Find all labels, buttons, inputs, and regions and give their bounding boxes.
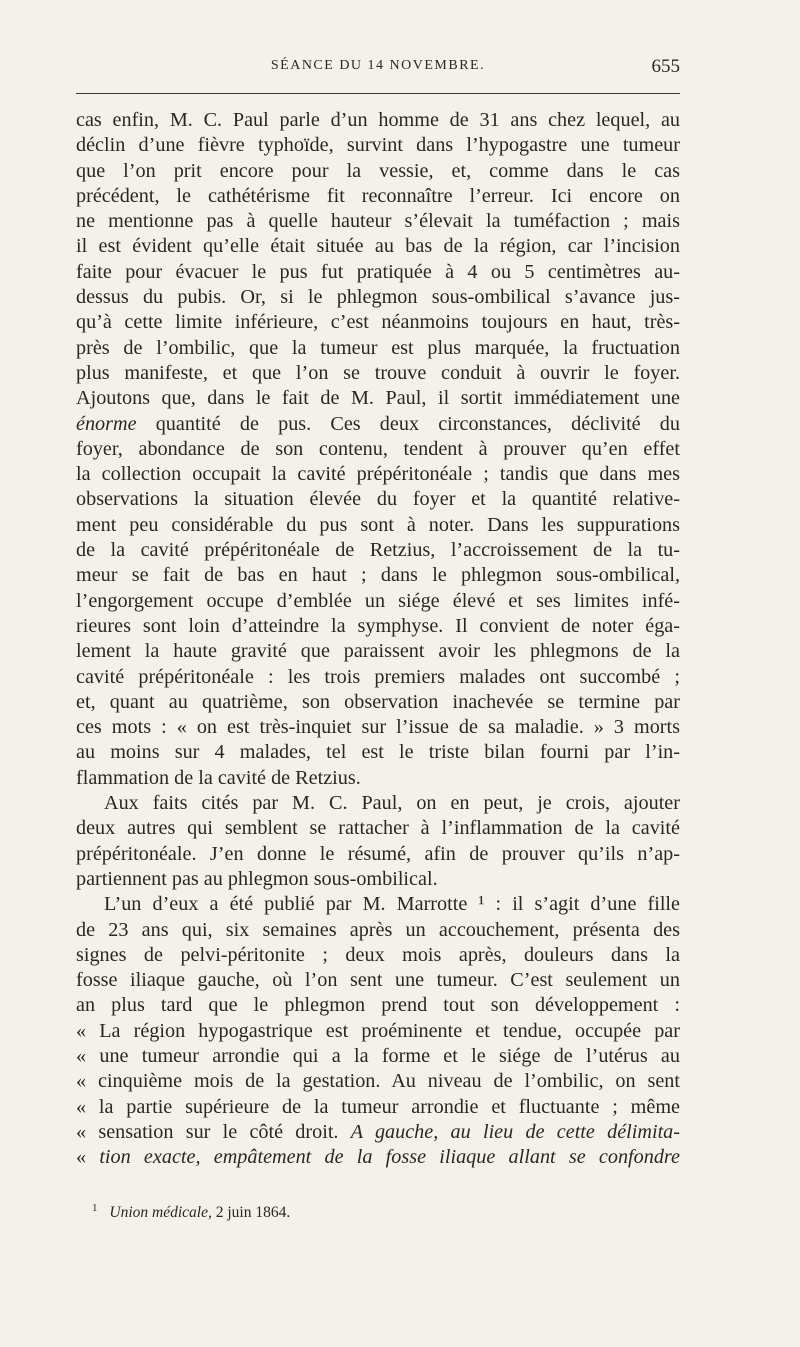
text-line: ment peu considérable du pus sont à noter. Dans les suppurations (76, 513, 680, 536)
text-line: et, quant au quatrième, son observation inachevée se termine par (76, 690, 680, 713)
text-line: « La région hypogastrique est proéminente et tendue, occupée par (76, 1019, 680, 1042)
text-line: meur se fait de bas en haut ; dans le phlegmon sous-ombilical, (76, 564, 680, 587)
header-rule (76, 93, 680, 94)
emphasis: énorme (76, 412, 137, 435)
text-line: « sensation sur le côté droit. A gauche, au lieu de cette délimita- (76, 1120, 680, 1143)
text-line: de 23 ans qui, six semaines après un accouchement, présenta des (76, 918, 680, 941)
text-line: partiennent pas au phlegmon sous-ombilical. (76, 867, 438, 890)
text-line: déclin d’une fièvre typhoïde, survint dans l’hypogastre une tumeur (76, 134, 680, 157)
text-line: Ajoutons que, dans le fait de M. Paul, il sortit immédiatement une (76, 387, 680, 410)
text-line: « la partie supérieure de la tumeur arrondie et fluctuante ; même (76, 1095, 680, 1118)
text-line: flammation de la cavité de Retzius. (76, 766, 361, 789)
text-line: près de l’ombilic, que la tumeur est plus marquée, la fructuation (76, 336, 680, 359)
text-line: au moins sur 4 malades, tel est le triste bilan fourni par l’in- (76, 741, 680, 764)
text-line: il est évident qu’elle était située au bas de la région, car l’incision (76, 235, 680, 258)
text-line: L’un d’eux a été publié par M. Marrotte ¹ : il s’agit d’une fille (104, 893, 680, 916)
text-line: dessus du pubis. Or, si le phlegmon sous-ombilical s’avance jus- (76, 286, 680, 309)
text-line: « cinquième mois de la gestation. Au niveau de l’ombilic, on sent (76, 1070, 680, 1093)
text-line: rieures sont loin d’atteindre la symphyse. Il convient de noter éga- (76, 614, 680, 637)
running-head (76, 58, 680, 84)
text-line: fosse iliaque gauche, où l’on sent une tumeur. C’est seulement un (76, 969, 680, 992)
text-line: signes de pelvi-péritonite ; deux mois après, douleurs dans la (76, 943, 680, 966)
text-line: « une tumeur arrondie qui a la forme et le siége de l’utérus au (76, 1044, 680, 1067)
emphasis: tion exacte, empâtement de la fosse iliaque allant se confondre (99, 1146, 680, 1169)
text-line: que l’on prit encore pour la vessie, et, comme dans le cas (76, 159, 680, 182)
footnote-date: 2 juin 1864. (215, 1204, 291, 1222)
text-line: lement la haute gravité que paraissent avoir les phlegmons de la (76, 640, 680, 663)
text-line: an plus tard que le phlegmon prend tout son développement : (76, 994, 680, 1017)
text-line: observations la situation élevée du foyer et la quantité relative- (76, 488, 680, 511)
emphasis: A gauche, au lieu de cette délimita- (350, 1120, 680, 1143)
text-line: prépéritonéale. J’en donne le résumé, afin de prouver qu’ils n’ap- (76, 842, 680, 865)
text-line: ces mots : « on est très-inquiet sur l’issue de sa maladie. » 3 morts (76, 716, 680, 739)
footnote-marker: 1 (92, 1202, 98, 1214)
text-line: Aux faits cités par M. C. Paul, on en peut, je crois, ajouter (104, 792, 680, 815)
page-number: 655 (651, 56, 680, 77)
running-title: SÉANCE DU 14 NOVEMBRE. (270, 58, 486, 73)
text-line: cavité prépéritonéale : les trois premiers malades ont succombé ; (76, 665, 680, 688)
footnote-source: Union médicale, (109, 1204, 212, 1222)
text-line: l’engorgement occupe d’emblée un siége élevé et ses limites infé- (76, 589, 680, 612)
text-line: qu’à cette limite inférieure, c’est néanmoins toujours en haut, très- (76, 311, 680, 334)
text-line: de la cavité prépéritonéale de Retzius, l’accroissement de la tu- (76, 539, 680, 562)
text-line: énorme quantité de pus. Ces deux circonstances, déclivité du (76, 412, 680, 435)
text-line: cas enfin, M. C. Paul parle d’un homme de 31 ans chez lequel, au (76, 109, 680, 131)
text-line: foyer, abondance de son contenu, tendent à prouver qu’en effet (76, 437, 680, 460)
text-line: faite pour évacuer le pus fut pratiquée à 4 ou 5 centimètres au- (76, 260, 680, 283)
text-line: « tion exacte, empâtement de la fosse iliaque allant se confondre (76, 1146, 680, 1169)
body-text (76, 108, 680, 1170)
text-line: deux autres qui semblent se rattacher à l’inflammation de la cavité (76, 817, 680, 840)
text-line: plus manifeste, et que l’on se trouve conduit à ouvrir le foyer. (76, 361, 680, 384)
text-line: précédent, le cathétérisme fit reconnaître l’erreur. Ici encore on (76, 184, 680, 207)
footnote (92, 1202, 290, 1222)
text-line: ne mentionne pas à quelle hauteur s’élevait la tuméfaction ; mais (76, 210, 680, 233)
text-line: la collection occupait la cavité prépéritonéale ; tandis que dans mes (76, 463, 680, 486)
